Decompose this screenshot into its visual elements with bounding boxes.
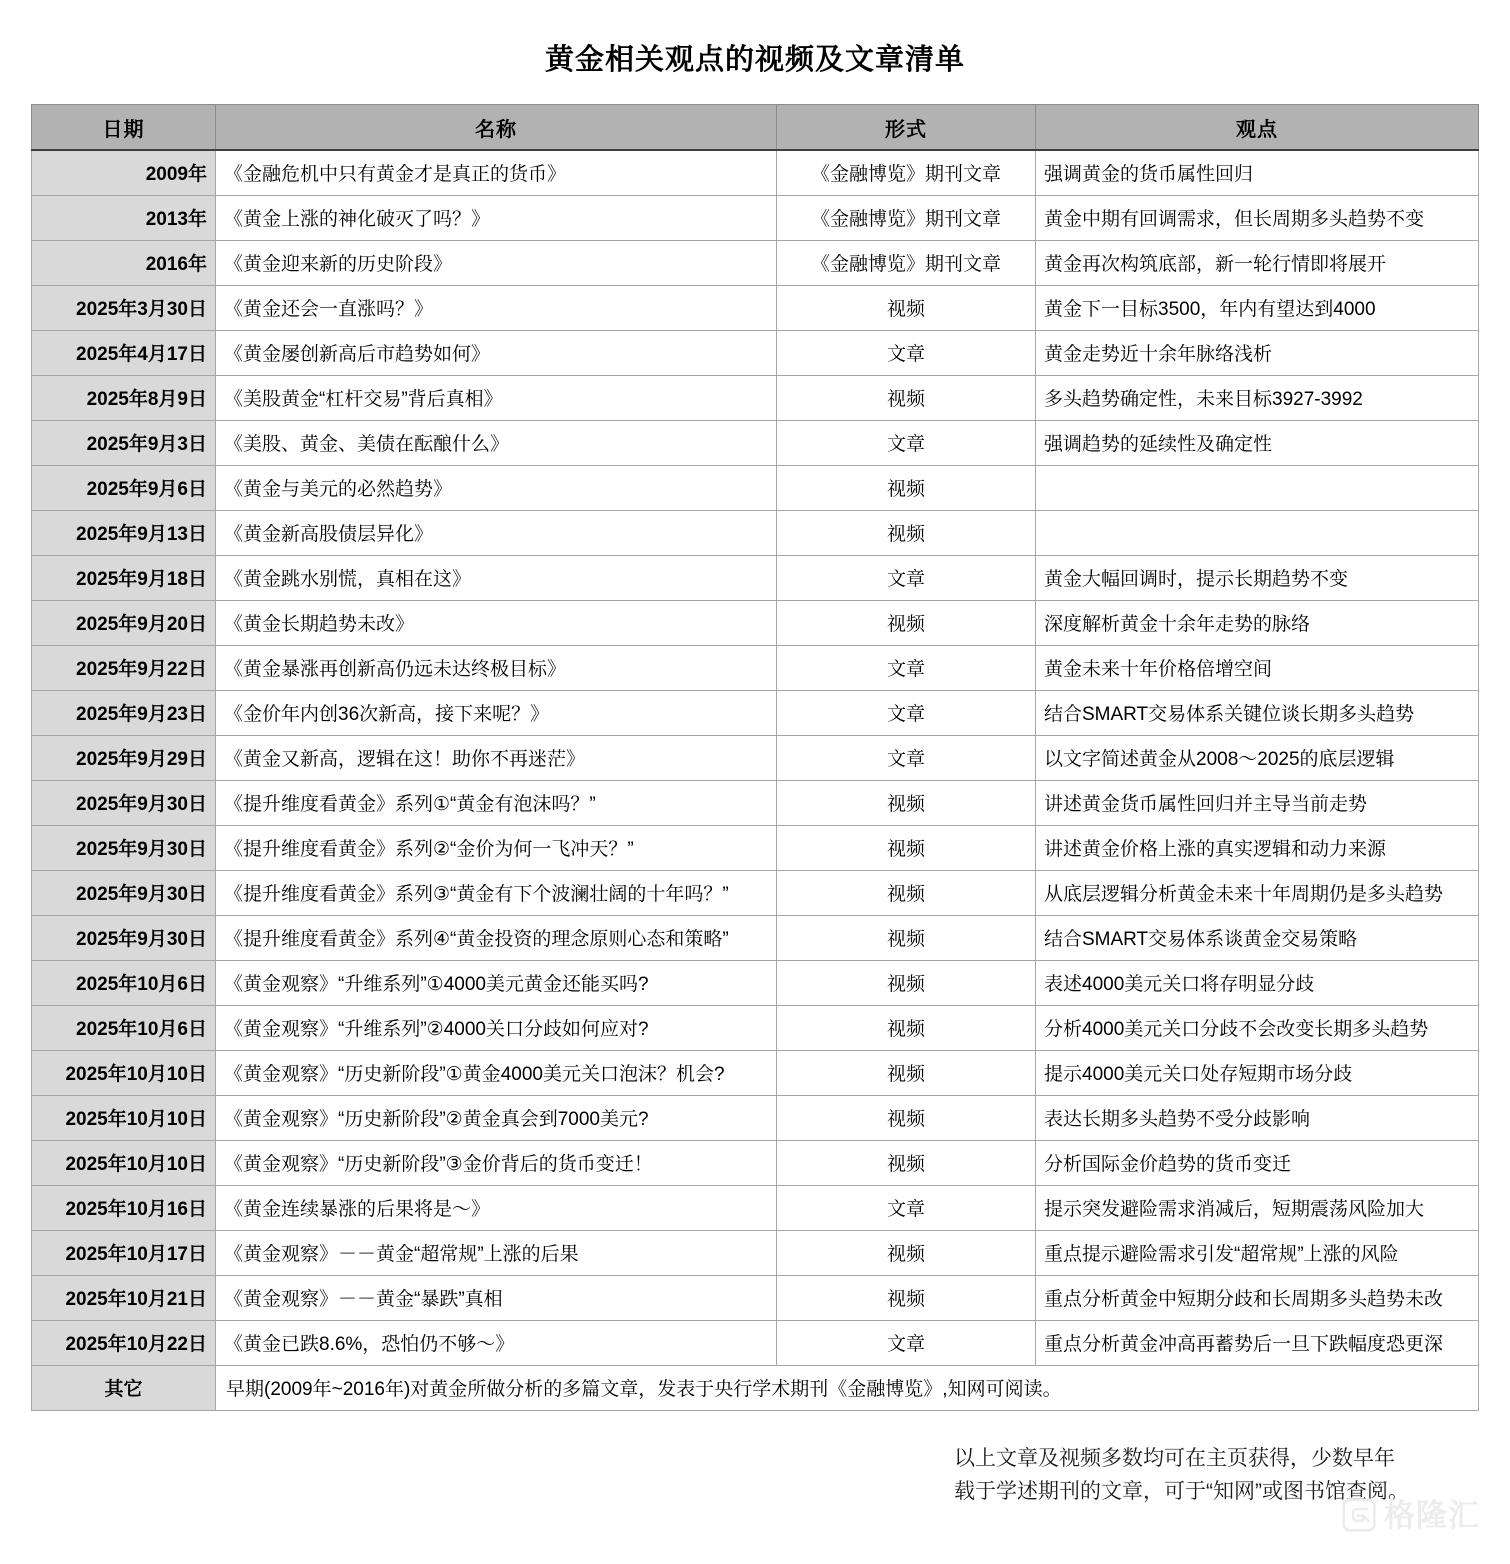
cell-view: 多头趋势确定性，未来目标3927-3992	[1036, 375, 1479, 420]
table-row	[32, 1005, 1479, 1050]
cell-date: 2025年10月10日	[32, 1140, 216, 1185]
footnote-line-2: 载于学述期刊的文章，可于“知网”或图书馆查阅。	[954, 1479, 1409, 1503]
cell-date: 2016年	[32, 240, 216, 285]
cell-date: 2009年	[32, 150, 216, 195]
cell-other-note: 早期(2009年~2016年)对黄金所做分析的多篇文章，发表于央行学术期刊《金融博览》,知网可阅读。	[216, 1365, 1479, 1410]
cell-name: 《黄金新高股债层异化》	[216, 510, 777, 555]
cell-date: 2025年8月9日	[32, 375, 216, 420]
cell-name: 《黄金跳水别慌，真相在这》	[216, 555, 777, 600]
cell-name: 《黄金观察》“升维系列”②4000关口分歧如何应对?	[216, 1005, 777, 1050]
table-row	[32, 870, 1479, 915]
cell-form: 视频	[777, 825, 1036, 870]
cell-name: 《金融危机中只有黄金才是真正的货币》	[216, 150, 777, 195]
table-row-other	[32, 1365, 1479, 1410]
cell-name: 《黄金暴涨再创新高仍远未达终极目标》	[216, 645, 777, 690]
cell-form: 视频	[777, 1005, 1036, 1050]
cell-view: 结合SMART交易体系关键位谈长期多头趋势	[1036, 690, 1479, 735]
cell-name: 《黄金已跌8.6%，恐怕仍不够～》	[216, 1320, 777, 1365]
cell-form: 视频	[777, 600, 1036, 645]
cell-form: 《金融博览》期刊文章	[777, 240, 1036, 285]
cell-form: 视频	[777, 1230, 1036, 1275]
cell-form: 视频	[777, 1275, 1036, 1320]
cell-form: 文章	[777, 330, 1036, 375]
cell-view: 提示突发避险需求消减后，短期震荡风险加大	[1036, 1185, 1479, 1230]
cell-form: 视频	[777, 1050, 1036, 1095]
cell-view: 讲述黄金货币属性回归并主导当前走势	[1036, 780, 1479, 825]
cell-name: 《黄金连续暴涨的后果将是～》	[216, 1185, 777, 1230]
table-row	[32, 195, 1479, 240]
table-row	[32, 1320, 1479, 1365]
table-row	[32, 285, 1479, 330]
cell-view: 讲述黄金价格上涨的真实逻辑和动力来源	[1036, 825, 1479, 870]
cell-date: 2025年10月17日	[32, 1230, 216, 1275]
cell-form: 文章	[777, 645, 1036, 690]
cell-view: 黄金下一目标3500，年内有望达到4000	[1036, 285, 1479, 330]
column-header-date: 日期	[32, 105, 216, 151]
cell-name: 《黄金长期趋势未改》	[216, 600, 777, 645]
cell-name: 《黄金观察》“历史新阶段”②黄金真会到7000美元?	[216, 1095, 777, 1140]
table-row	[32, 555, 1479, 600]
cell-view: 黄金走势近十余年脉络浅析	[1036, 330, 1479, 375]
table-row	[32, 1050, 1479, 1095]
cell-view: 从底层逻辑分析黄金未来十年周期仍是多头趋势	[1036, 870, 1479, 915]
table-row	[32, 330, 1479, 375]
cell-name: 《提升维度看黄金》系列④“黄金投资的理念原则心态和策略”	[216, 915, 777, 960]
table-row	[32, 645, 1479, 690]
cell-date: 2025年10月21日	[32, 1275, 216, 1320]
cell-name: 《黄金上涨的神化破灭了吗？》	[216, 195, 777, 240]
cell-date: 2025年10月6日	[32, 960, 216, 1005]
cell-view: 结合SMART交易体系谈黄金交易策略	[1036, 915, 1479, 960]
table-body	[32, 150, 1479, 1410]
cell-name: 《黄金观察》－－黄金“暴跌”真相	[216, 1275, 777, 1320]
cell-name: 《美股、黄金、美债在酝酿什么》	[216, 420, 777, 465]
cell-date: 2025年10月10日	[32, 1095, 216, 1140]
cell-date: 2025年10月22日	[32, 1320, 216, 1365]
table-row	[32, 375, 1479, 420]
cell-date: 2025年9月29日	[32, 735, 216, 780]
cell-date: 2025年10月16日	[32, 1185, 216, 1230]
cell-name: 《美股黄金“杠杆交易”背后真相》	[216, 375, 777, 420]
cell-view: 黄金再次构筑底部，新一轮行情即将展开	[1036, 240, 1479, 285]
table-row	[32, 600, 1479, 645]
table-row	[32, 420, 1479, 465]
cell-form: 《金融博览》期刊文章	[777, 150, 1036, 195]
cell-name: 《提升维度看黄金》系列②“金价为何一飞冲天？”	[216, 825, 777, 870]
cell-form: 视频	[777, 870, 1036, 915]
cell-form: 文章	[777, 420, 1036, 465]
cell-form: 视频	[777, 1095, 1036, 1140]
cell-name: 《黄金观察》－－黄金“超常规”上涨的后果	[216, 1230, 777, 1275]
table-row	[32, 1230, 1479, 1275]
column-header-form: 形式	[777, 105, 1036, 151]
cell-date: 2025年3月30日	[32, 285, 216, 330]
cell-view: 分析国际金价趋势的货币变迁	[1036, 1140, 1479, 1185]
cell-form: 文章	[777, 1185, 1036, 1230]
cell-form: 文章	[777, 690, 1036, 735]
table-row	[32, 690, 1479, 735]
cell-view: 表达长期多头趋势不受分歧影响	[1036, 1095, 1479, 1140]
cell-view: 提示4000美元关口处存短期市场分歧	[1036, 1050, 1479, 1095]
cell-date: 2025年9月20日	[32, 600, 216, 645]
cell-date: 2025年9月18日	[32, 555, 216, 600]
cell-date: 2025年9月6日	[32, 465, 216, 510]
article-list-table	[31, 104, 1479, 1411]
column-header-name: 名称	[216, 105, 777, 151]
cell-view: 重点分析黄金冲高再蓄势后一旦下跌幅度恐更深	[1036, 1320, 1479, 1365]
cell-other-label: 其它	[32, 1365, 216, 1410]
table-header-row	[32, 105, 1479, 151]
cell-form: 《金融博览》期刊文章	[777, 195, 1036, 240]
watermark	[1342, 1498, 1480, 1532]
cell-name: 《黄金又新高，逻辑在这！助你不再迷茫》	[216, 735, 777, 780]
gelonghui-logo-icon	[1342, 1498, 1376, 1532]
cell-date: 2025年9月30日	[32, 825, 216, 870]
cell-form: 视频	[777, 960, 1036, 1005]
cell-date: 2025年9月30日	[32, 915, 216, 960]
watermark-text: 格隆汇	[1384, 1497, 1480, 1533]
cell-date: 2013年	[32, 195, 216, 240]
cell-form: 视频	[777, 375, 1036, 420]
table-row	[32, 1140, 1479, 1185]
cell-view: 强调趋势的延续性及确定性	[1036, 420, 1479, 465]
cell-name: 《黄金观察》“历史新阶段”①黄金4000美元关口泡沫？机会?	[216, 1050, 777, 1095]
cell-view: 表述4000美元关口将存明显分歧	[1036, 960, 1479, 1005]
cell-form: 视频	[777, 1140, 1036, 1185]
table-row	[32, 465, 1479, 510]
footnote-line-1: 以上文章及视频多数均可在主页获得，少数早年	[954, 1447, 1395, 1470]
cell-view	[1036, 465, 1479, 510]
cell-form: 视频	[777, 780, 1036, 825]
article-list-table-wrapper	[31, 104, 1478, 1411]
cell-name: 《提升维度看黄金》系列①“黄金有泡沫吗？”	[216, 780, 777, 825]
table-row	[32, 1185, 1479, 1230]
cell-form: 文章	[777, 1320, 1036, 1365]
table-row	[32, 150, 1479, 195]
cell-name: 《黄金屡创新高后市趋势如何》	[216, 330, 777, 375]
table-header	[32, 105, 1479, 151]
cell-date: 2025年4月17日	[32, 330, 216, 375]
cell-form: 视频	[777, 915, 1036, 960]
cell-view: 黄金中期有回调需求，但长周期多头趋势不变	[1036, 195, 1479, 240]
cell-date: 2025年10月10日	[32, 1050, 216, 1095]
cell-view: 强调黄金的货币属性回归	[1036, 150, 1479, 195]
cell-view: 黄金大幅回调时，提示长期趋势不变	[1036, 555, 1479, 600]
cell-name: 《黄金观察》“历史新阶段”③金价背后的货币变迁！	[216, 1140, 777, 1185]
cell-view: 黄金未来十年价格倍增空间	[1036, 645, 1479, 690]
cell-form: 文章	[777, 735, 1036, 780]
table-row	[32, 915, 1479, 960]
table-row	[32, 1095, 1479, 1140]
table-row	[32, 780, 1479, 825]
table-row	[32, 240, 1479, 285]
cell-view: 重点提示避险需求引发“超常规”上涨的风险	[1036, 1230, 1479, 1275]
cell-date: 2025年9月13日	[32, 510, 216, 555]
cell-date: 2025年10月6日	[32, 1005, 216, 1050]
cell-form: 视频	[777, 465, 1036, 510]
cell-view: 以文字简述黄金从2008～2025的底层逻辑	[1036, 735, 1479, 780]
table-row	[32, 825, 1479, 870]
cell-date: 2025年9月3日	[32, 420, 216, 465]
page-title: 黄金相关观点的视频及文章清单	[544, 44, 965, 76]
cell-name: 《黄金观察》“升维系列”①4000美元黄金还能买吗?	[216, 960, 777, 1005]
cell-date: 2025年9月23日	[32, 690, 216, 735]
cell-view: 深度解析黄金十余年走势的脉络	[1036, 600, 1479, 645]
column-header-view: 观点	[1036, 105, 1479, 151]
table-row	[32, 1275, 1479, 1320]
cell-name: 《金价年内创36次新高，接下来呢？》	[216, 690, 777, 735]
cell-date: 2025年9月30日	[32, 870, 216, 915]
cell-form: 视频	[777, 285, 1036, 330]
cell-name: 《黄金与美元的必然趋势》	[216, 465, 777, 510]
table-row	[32, 960, 1479, 1005]
cell-name: 《提升维度看黄金》系列③“黄金有下个波澜壮阔的十年吗？”	[216, 870, 777, 915]
cell-view: 重点分析黄金中短期分歧和长周期多头趋势未改	[1036, 1275, 1479, 1320]
cell-view	[1036, 510, 1479, 555]
cell-name: 《黄金迎来新的历史阶段》	[216, 240, 777, 285]
table-row	[32, 510, 1479, 555]
table-row	[32, 735, 1479, 780]
cell-date: 2025年9月22日	[32, 645, 216, 690]
cell-name: 《黄金还会一直涨吗？》	[216, 285, 777, 330]
cell-date: 2025年9月30日	[32, 780, 216, 825]
cell-view: 分析4000美元关口分歧不会改变长期多头趋势	[1036, 1005, 1479, 1050]
cell-form: 视频	[777, 510, 1036, 555]
cell-form: 文章	[777, 555, 1036, 600]
